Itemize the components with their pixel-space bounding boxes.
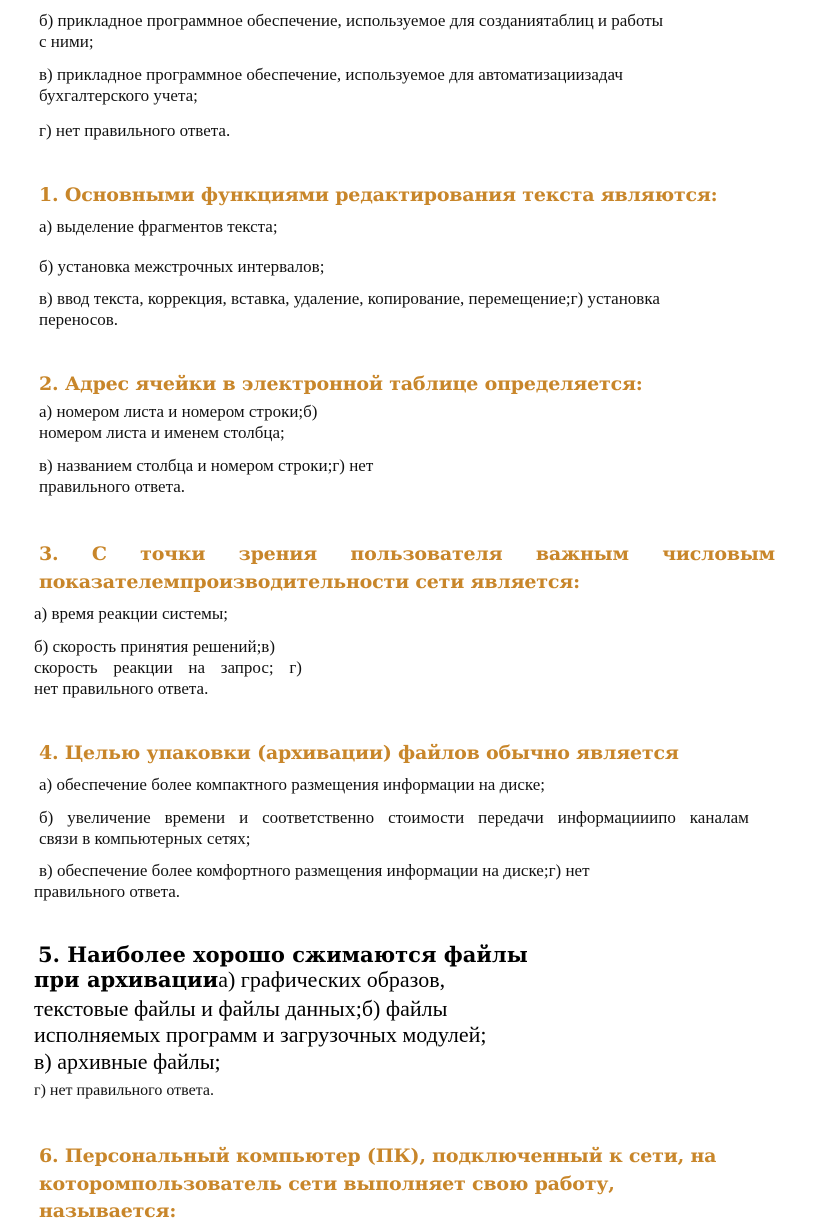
q5-line3: текстовые файлы и файлы данных;б) файлы bbox=[34, 996, 448, 1021]
q4-option-v-line1: в) обеспечение более комфортного размещения информации на диске;г) нет bbox=[39, 861, 590, 880]
q3-title-word: важным bbox=[535, 543, 629, 565]
question-5-line2 bbox=[34, 967, 445, 993]
prev-option-b-line1: б) прикладное программное обеспечение, используемое для созданиятаблиц и работы bbox=[39, 11, 664, 30]
q3-title-word: С bbox=[91, 543, 107, 565]
q3-word: г) bbox=[289, 658, 302, 677]
q4-option-a: а) обеспечение более компактного размещения информации на диске; bbox=[39, 775, 545, 794]
question-5-title-bold: при архивации bbox=[34, 967, 219, 992]
q3-option-b-line1: б) скорость принятия решений;в) bbox=[34, 637, 275, 656]
q1-option-a: а) выделение фрагментов текста; bbox=[39, 217, 278, 236]
q5-option-g: г) нет правильного ответа. bbox=[34, 1082, 214, 1099]
q4-word: б) bbox=[39, 808, 54, 827]
q1-option-v-line2: переносов. bbox=[39, 310, 119, 329]
prev-option-g: г) нет правильного ответа. bbox=[39, 121, 231, 140]
q4-word: увеличение bbox=[67, 808, 151, 827]
question-6-title-line1: 6. Персональный компьютер (ПК), подключенный к сети, на bbox=[39, 1145, 717, 1167]
q4-option-v-line2: правильного ответа. bbox=[34, 882, 181, 901]
q3-title-word: пользователя bbox=[350, 543, 503, 565]
q3-option-b-line2 bbox=[34, 657, 302, 678]
q3-word: запрос; bbox=[220, 658, 274, 677]
q3-title-word: числовым bbox=[662, 543, 775, 565]
question-6-title-line2: которомпользователь сети выполняет свою работу, bbox=[39, 1173, 615, 1195]
question-3-title-line2: показателемпроизводительности сети является: bbox=[39, 571, 580, 593]
q3-word: скорость bbox=[34, 658, 98, 677]
prev-option-v-line2: бухгалтерского учета; bbox=[39, 86, 198, 105]
q2-option-a-line2: номером листа и именем столбца; bbox=[39, 423, 285, 442]
q4-word: каналам bbox=[689, 808, 749, 827]
q4-word: информацииипо bbox=[557, 808, 676, 827]
q3-option-b-line3: нет правильного ответа. bbox=[34, 679, 209, 698]
q3-title-word: 3. bbox=[39, 543, 59, 565]
question-4-title: 4. Целью упаковки (архивации) файлов обычно является bbox=[39, 742, 679, 764]
q5-option-a: а) графических образов, bbox=[218, 967, 446, 992]
q4-word: и bbox=[239, 808, 249, 827]
q1-option-b: б) установка межстрочных интервалов; bbox=[39, 257, 325, 276]
q3-option-a: а) время реакции системы; bbox=[34, 604, 229, 623]
question-2-title: 2. Адрес ячейки в электронной таблице определяется: bbox=[39, 373, 643, 395]
question-1-title: 1. Основными функциями редактирования текста являются: bbox=[39, 184, 718, 206]
q3-word: на bbox=[188, 658, 206, 677]
q4-word: времени bbox=[164, 808, 226, 827]
q2-option-v-line1: в) названием столбца и номером строки;г) нет bbox=[39, 456, 374, 475]
q3-word: реакции bbox=[113, 658, 173, 677]
q4-word: стоимости bbox=[388, 808, 465, 827]
q2-option-v-line2: правильного ответа. bbox=[39, 477, 186, 496]
q1-option-v-line1: в) ввод текста, коррекция, вставка, удаление, копирование, перемещение;г) установка bbox=[39, 289, 660, 308]
q4-option-b-line1 bbox=[39, 807, 749, 828]
q4-word: передачи bbox=[478, 808, 544, 827]
q4-word: соответственно bbox=[262, 808, 375, 827]
question-5-title-line1: 5. Наиболее хорошо сжимаются файлы bbox=[38, 942, 528, 967]
question-6-title-line3: называется: bbox=[39, 1200, 177, 1222]
q2-option-a-line1: а) номером листа и номером строки;б) bbox=[39, 402, 318, 421]
question-3-title-line1 bbox=[39, 543, 775, 565]
q5-line5: в) архивные файлы; bbox=[34, 1049, 221, 1074]
prev-option-b-line2: с ними; bbox=[39, 32, 94, 51]
prev-option-v-line1: в) прикладное программное обеспечение, используемое для автоматизациизадач bbox=[39, 65, 623, 84]
q4-option-b-line2: связи в компьютерных сетях; bbox=[39, 829, 251, 848]
q3-title-word: точки bbox=[140, 543, 206, 565]
q3-title-word: зрения bbox=[238, 543, 318, 565]
q5-line4: исполняемых программ и загрузочных модулей; bbox=[34, 1022, 487, 1047]
